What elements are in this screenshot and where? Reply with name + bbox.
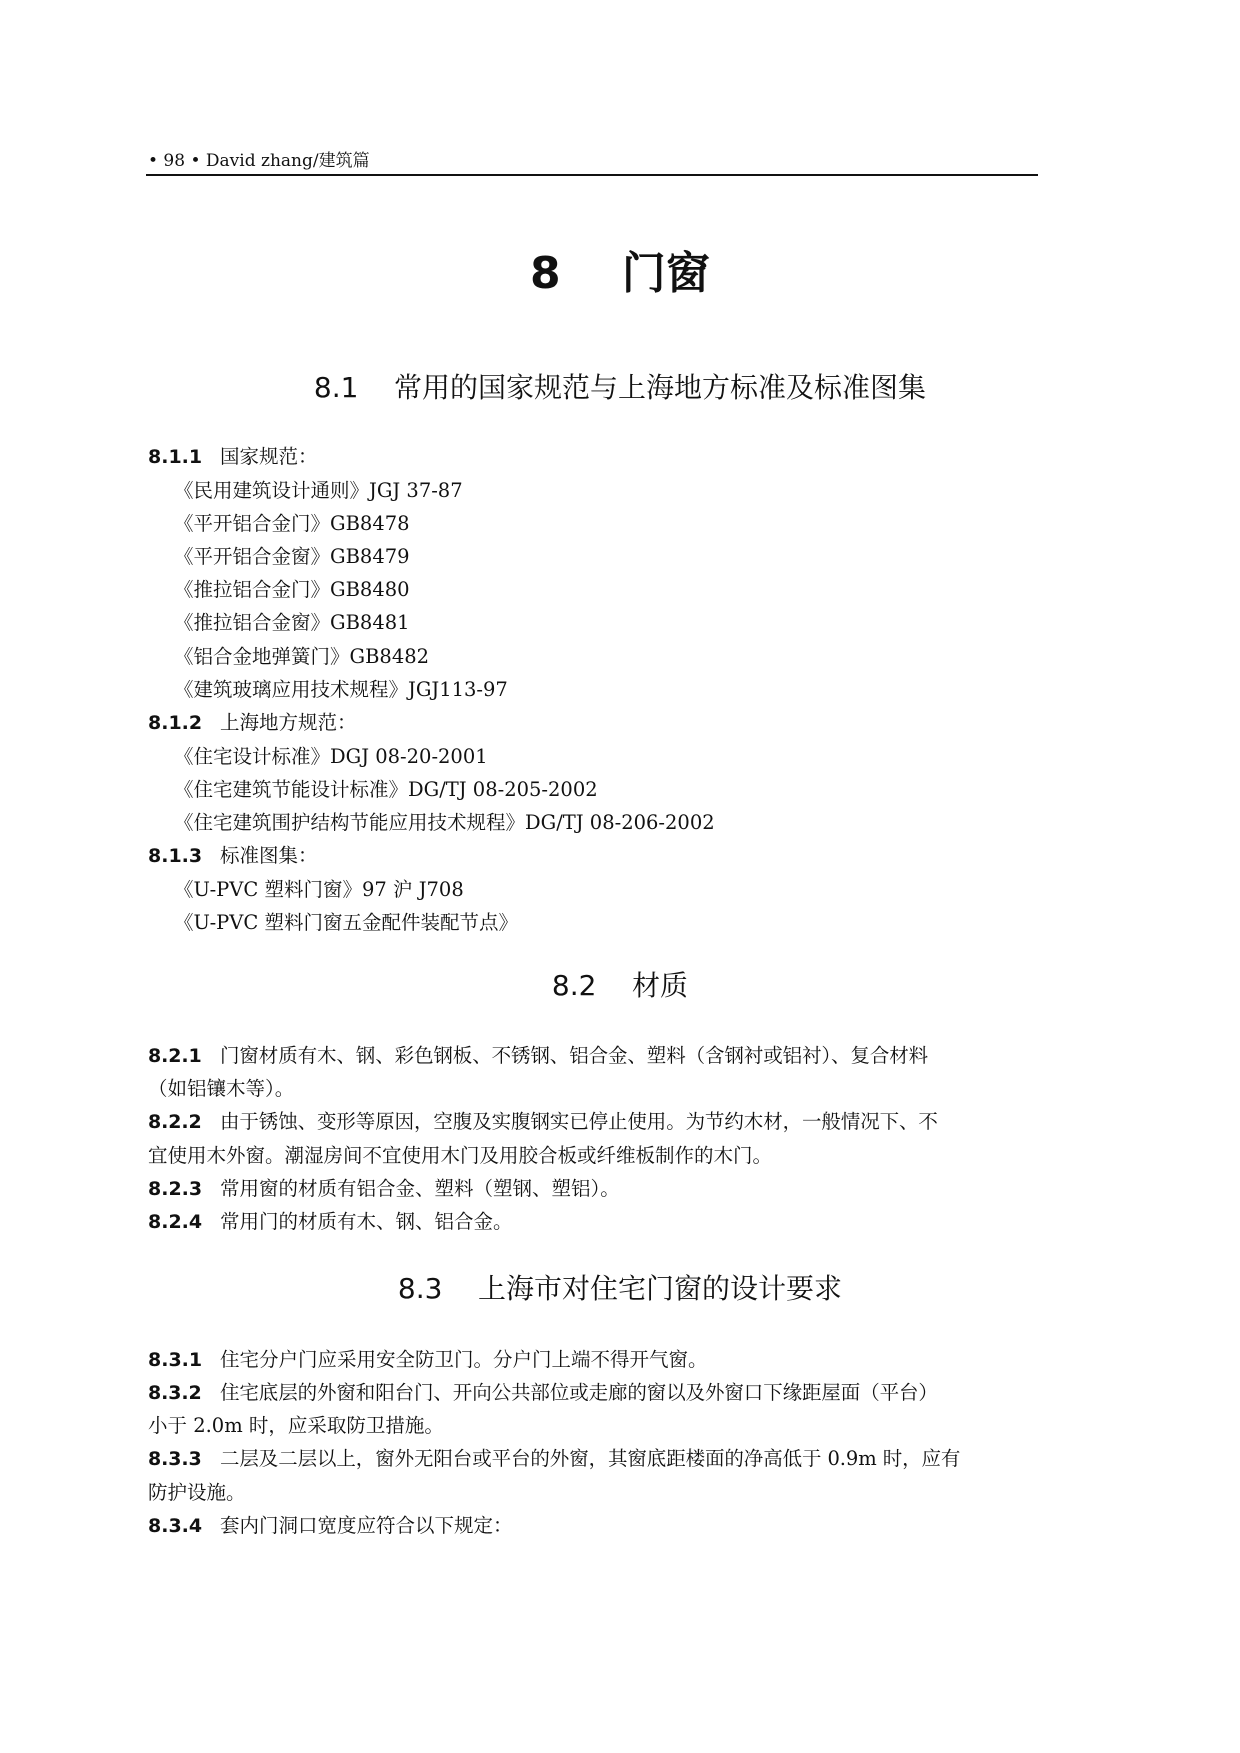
clause-continuation: 小于 2.0m 时，应采取防卫措施。 (148, 1414, 444, 1437)
clause-number: 8.2.2 (148, 1111, 202, 1133)
clause-number: 8.2.1 (148, 1045, 202, 1067)
clause-text: 由于锈蚀、变形等原因，空腹及实腹钢实已停止使用。为节约木材，一般情况下、不 (220, 1110, 938, 1133)
standard-item: 《铝合金地弹簧门》GB8482 (174, 645, 430, 668)
clause-text: 二层及二层以上，窗外无阳台或平台的外窗，其窗底距楼面的净高低于 0.9m 时，应有 (220, 1447, 961, 1470)
clause-8-3-3 (148, 1442, 1048, 1476)
clause-8-3-2 (148, 1376, 1048, 1410)
clause-8-3-1 (148, 1343, 1048, 1377)
clause-number: 8.1.3 (148, 845, 203, 867)
clause-8-1-2 (148, 706, 1048, 740)
clause-number: 8.1.1 (148, 446, 203, 468)
clause-number: 8.2.3 (148, 1178, 203, 1200)
clause-continuation: （如铝镶木等）。 (148, 1077, 295, 1100)
clause-8-2-3 (148, 1172, 1048, 1206)
clause-continuation: 防护设施。 (148, 1481, 246, 1504)
standard-item: 《建筑玻璃应用技术规程》JGJ113-97 (174, 678, 508, 701)
clause-text: 常用窗的材质有铝合金、塑料（塑钢、塑铝）。 (220, 1177, 620, 1200)
clause-number: 8.1.2 (148, 712, 203, 734)
clause-number: 8.3.3 (148, 1448, 202, 1470)
clause-text: 门窗材质有木、钢、彩色钢板、不锈钢、铝合金、塑料（含钢衬或铝衬）、复合材料 (220, 1044, 929, 1067)
standard-item: 《推拉铝合金门》GB8480 (174, 578, 410, 601)
standard-item: 《U-PVC 塑料门窗》97 沪 J708 (174, 878, 464, 901)
clause-continuation: 宜使用木外窗。潮湿房间不宜使用木门及用胶合板或纤维板制作的木门。 (148, 1144, 773, 1167)
standard-item: 《住宅设计标准》DGJ 08-20-2001 (174, 745, 488, 768)
clause-number: 8.3.4 (148, 1515, 203, 1537)
clause-number: 8.3.1 (148, 1349, 203, 1371)
clause-8-2-1 (148, 1039, 1048, 1073)
running-header: • 98 • David zhang/建筑篇 (148, 151, 370, 171)
clause-label: 标准图集： (220, 844, 318, 867)
standard-item: 《住宅建筑节能设计标准》DG/TJ 08-205-2002 (174, 778, 598, 801)
clause-text: 住宅底层的外窗和阳台门、开向公共部位或走廊的窗以及外窗口下缘距屋面（平台） (220, 1381, 938, 1404)
standard-item: 《民用建筑设计通则》JGJ 37-87 (174, 479, 463, 502)
section-title-8-1: 8.1 常用的国家规范与上海地方标准及标准图集 (313, 371, 927, 404)
chapter-title: 8 门窗 (530, 248, 710, 299)
clause-text: 常用门的材质有木、钢、铝合金。 (220, 1210, 513, 1233)
clause-number: 8.2.4 (148, 1211, 203, 1233)
standard-item: 《平开铝合金门》GB8478 (174, 512, 410, 535)
section-title-8-2: 8.2 材质 (551, 969, 689, 1002)
clause-8-1-3 (148, 839, 1048, 873)
standard-item: 《平开铝合金窗》GB8479 (174, 545, 410, 568)
standard-item: 《U-PVC 塑料门窗五金配件装配节点》 (174, 911, 519, 934)
clause-8-2-4 (148, 1205, 1048, 1239)
header-rule (146, 174, 1038, 176)
clause-text: 住宅分户门应采用安全防卫门。分户门上端不得开气窗。 (220, 1348, 708, 1371)
clause-8-1-1 (148, 440, 1048, 474)
clause-number: 8.3.2 (148, 1382, 202, 1404)
clause-8-2-2 (148, 1105, 1048, 1139)
clause-label: 上海地方规范： (220, 711, 357, 734)
clause-text: 套内门洞口宽度应符合以下规定： (220, 1514, 513, 1537)
clause-8-3-4 (148, 1509, 1048, 1543)
standard-item: 《推拉铝合金窗》GB8481 (174, 611, 410, 634)
standard-item: 《住宅建筑围护结构节能应用技术规程》DG/TJ 08-206-2002 (174, 811, 715, 834)
section-title-8-3: 8.3 上海市对住宅门窗的设计要求 (397, 1272, 843, 1305)
clause-label: 国家规范： (220, 445, 318, 468)
